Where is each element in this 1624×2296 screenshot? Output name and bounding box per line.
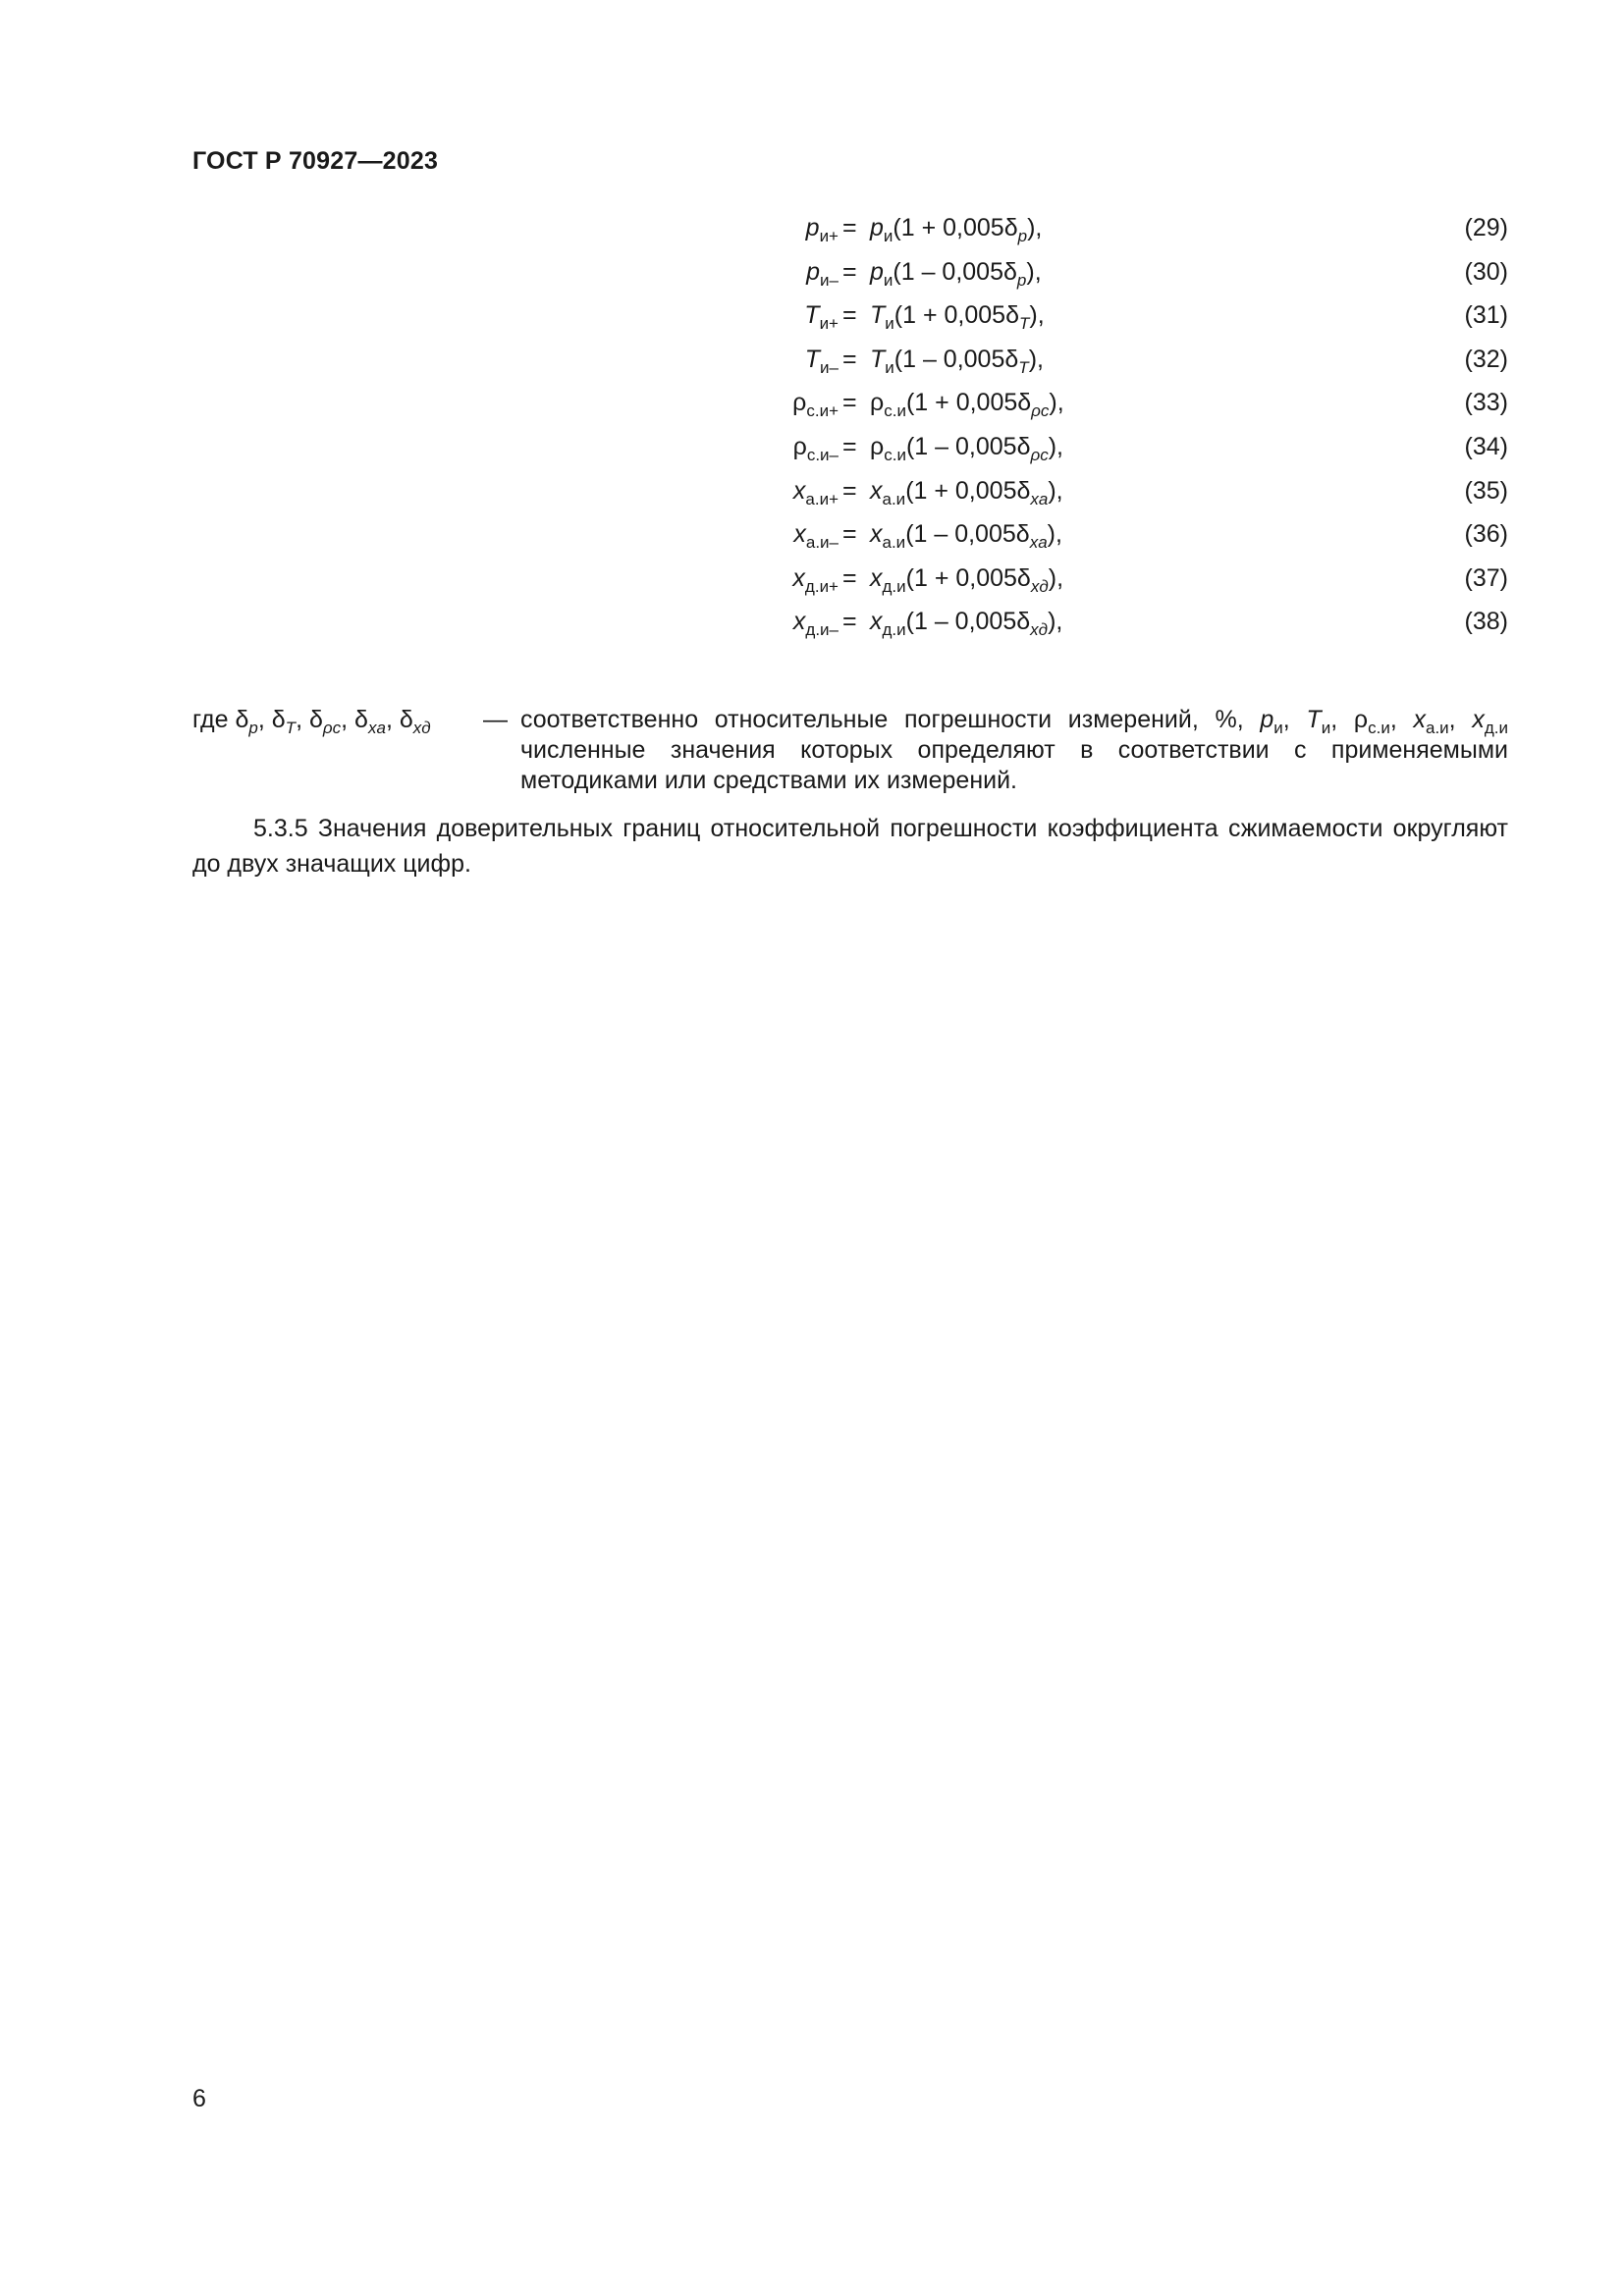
- formula-rhs: [870, 477, 1063, 506]
- document-header: ГОСТ Р 70927—2023: [192, 147, 439, 175]
- formula-rhs-subscript: с.и: [884, 446, 906, 464]
- formula-close: ),: [1026, 257, 1042, 286]
- formula-number: (34): [1464, 433, 1508, 460]
- formula-number: (38): [1464, 608, 1508, 636]
- formula-row: [0, 564, 1624, 608]
- formula-delta-subscript: [1017, 271, 1026, 290]
- formula-rhs-subscript: и: [883, 270, 893, 290]
- explanation-variable: x: [1413, 706, 1426, 733]
- formula-row: [0, 346, 1624, 389]
- where-lead: где: [192, 706, 229, 733]
- formula-delta-subscript: [1030, 490, 1048, 508]
- explanation-variable: ρ: [1353, 706, 1369, 733]
- formula-rhs-subscript: а.и: [882, 533, 906, 553]
- formula-equals: =: [842, 520, 857, 549]
- formula-equals: =: [842, 433, 857, 460]
- formula-rhs-subscript: а.и: [882, 489, 906, 508]
- formula-delta-subscript-text: p: [1017, 227, 1028, 245]
- formula-delta: δ: [1015, 520, 1030, 549]
- formula-lhs: [792, 389, 839, 421]
- formula-rhs-variable: x: [870, 608, 883, 636]
- formula-number: (31): [1464, 301, 1508, 330]
- formula-rhs: [870, 257, 1042, 290]
- formula-number: (30): [1464, 257, 1508, 286]
- formula-lhs: [804, 301, 839, 334]
- formula-rhs-subscript: и: [883, 227, 893, 245]
- formula-row: [0, 477, 1624, 520]
- formula-variable: p: [805, 214, 820, 241]
- explanation-variable-subscript: с.и: [1368, 719, 1390, 737]
- formula-equals: =: [842, 563, 857, 592]
- formula-delta-subscript: [1019, 314, 1029, 333]
- formula-row: [0, 608, 1624, 651]
- formula-delta-subscript: [1031, 401, 1049, 420]
- formula-rhs-variable: p: [870, 214, 884, 241]
- delta-subscript-text: xд: [412, 719, 431, 737]
- formula-close: ),: [1047, 520, 1062, 549]
- formula-rhs-variable: T: [870, 301, 886, 330]
- clause-5-3-5: 5.3.5 Значения доверительных границ относительной погрешности коэффициента сжимаемости округляют до двух значащих цифр.: [192, 815, 1508, 878]
- delta-symbol: δ: [354, 706, 368, 733]
- formula-expression: (1 – 0,005: [905, 520, 1016, 549]
- explanation-variable-subscript: и: [1273, 719, 1283, 737]
- delta-symbol: δ: [399, 706, 413, 733]
- formula-delta-subscript-text: xд: [1030, 620, 1049, 640]
- formula-variable: ρ: [792, 389, 807, 417]
- formula-row: [0, 258, 1624, 301]
- delta-subscript-text: ρc: [322, 719, 342, 737]
- explanation-variable-subscript: и: [1321, 719, 1331, 737]
- formula-close: ),: [1048, 476, 1063, 505]
- formula-variable: T: [804, 301, 820, 330]
- formula-equals: =: [842, 257, 857, 286]
- formula-variable: x: [792, 608, 806, 636]
- formula-close: ),: [1029, 301, 1045, 330]
- explanation-end: численные значения которых определяют в соответствии с применяемыми методиками или средствами их измерений.: [520, 736, 1508, 794]
- formula-row: [0, 301, 1624, 345]
- formula-row: [0, 520, 1624, 563]
- formula-delta-subscript-text: xд: [1030, 576, 1049, 596]
- formula-rhs-variable: ρ: [870, 389, 885, 417]
- formula-expression: (1 – 0,005: [905, 433, 1017, 460]
- formula-delta: δ: [1004, 345, 1019, 373]
- formula-delta: δ: [1003, 214, 1018, 241]
- delta-symbol: δ: [235, 706, 249, 733]
- delta-subscript-text: xa: [367, 719, 386, 737]
- formula-equals: =: [842, 214, 857, 241]
- formula-rhs-variable: ρ: [870, 433, 885, 460]
- formula-close: ),: [1028, 345, 1044, 373]
- formula-rhs-subscript: д.и: [882, 620, 906, 640]
- formula-delta-subscript: [1030, 620, 1048, 639]
- formula-rhs-subscript: д.и: [882, 576, 906, 596]
- formula-number: (29): [1464, 214, 1508, 241]
- formula-rhs-variable: T: [870, 345, 886, 373]
- where-dash: —: [483, 706, 508, 733]
- formula-lhs: [805, 214, 839, 245]
- formula-lhs: [804, 345, 839, 377]
- formula-rhs: [870, 301, 1045, 334]
- formula-close: ),: [1048, 563, 1064, 592]
- explanation-variable: T: [1306, 706, 1322, 733]
- formula-delta-subscript: [1030, 446, 1048, 464]
- formula-number: (35): [1464, 476, 1508, 505]
- formula-lhs: [792, 608, 839, 640]
- formula-delta-subscript: [1018, 227, 1027, 245]
- formula-expression: (1 – 0,005: [893, 257, 1003, 286]
- formula-row: [0, 389, 1624, 432]
- formula-row: [0, 433, 1624, 476]
- formula-delta-subscript-text: xa: [1030, 489, 1049, 508]
- formula-delta-subscript-text: T: [1018, 314, 1030, 334]
- formula-rhs-subscript: и: [885, 314, 894, 334]
- formula-variable-subscript: и+: [819, 314, 839, 334]
- formula-variable-subscript: а.и–: [805, 533, 839, 553]
- formula-number: (36): [1464, 520, 1508, 549]
- formula-variable: x: [793, 520, 806, 549]
- formula-equals: =: [842, 345, 857, 373]
- delta-subscript: [413, 719, 431, 737]
- formula-delta: δ: [1017, 389, 1032, 417]
- formula-variable-subscript: с.и+: [806, 401, 839, 421]
- explanation-variable-subscript: д.и: [1484, 719, 1508, 737]
- formula-number: (33): [1464, 389, 1508, 417]
- formula-equals: =: [842, 301, 857, 330]
- formula-equals: =: [842, 389, 857, 417]
- explanation-variable: x: [1472, 706, 1485, 733]
- formula-expression: (1 + 0,005: [905, 389, 1018, 417]
- formula-variable-subscript: и+: [819, 227, 839, 245]
- formula-expression: (1 + 0,005: [905, 476, 1017, 505]
- formula-lhs: [806, 257, 839, 290]
- formula-number: (37): [1464, 563, 1508, 592]
- formula-variable-subscript: и–: [820, 270, 839, 290]
- delta-symbol: δ: [308, 706, 323, 733]
- delta-subscript-text: T: [285, 719, 297, 737]
- formula-expression: (1 + 0,005: [893, 301, 1006, 330]
- formula-variable: x: [792, 563, 805, 592]
- formula-delta: δ: [1003, 257, 1017, 286]
- formula-close: ),: [1049, 389, 1064, 417]
- delta-subscript: [368, 719, 386, 737]
- formula-rhs: [870, 345, 1044, 377]
- page-number: 6: [192, 2085, 206, 2112]
- formula-delta-subscript-text: p: [1016, 270, 1027, 290]
- formula-rhs: [870, 214, 1043, 245]
- delta-symbol: δ: [271, 706, 286, 733]
- formula-rhs: [870, 433, 1064, 464]
- formula-delta: δ: [1005, 301, 1019, 330]
- formula-lhs: [793, 520, 839, 553]
- formula-delta: δ: [1016, 563, 1031, 592]
- explanation-variable-subscript: а.и: [1425, 719, 1449, 737]
- formula-delta-subscript-text: xa: [1029, 533, 1048, 553]
- where-explanation: соответственно относительные погрешности измерений, %, $p_и$, $T_и$, $\rho_{с.и}$, $x_{а.и}$, $x_{д.и}$ численные значения которых определяют в соответствии с применяемыми методиками или средствами их измерений.: [520, 706, 1508, 794]
- formula-variable-subscript: д.и+: [804, 576, 839, 596]
- formula-variable: ρ: [792, 433, 807, 460]
- formula-rhs-variable: p: [870, 257, 884, 286]
- formula-row: [0, 214, 1624, 257]
- formula-rhs-variable: x: [870, 563, 883, 592]
- formula-rhs-variable: x: [870, 520, 883, 549]
- delta-subscript-text: p: [248, 719, 258, 737]
- formula-rhs: [870, 563, 1064, 596]
- delta-subscript: [323, 719, 341, 737]
- formula-variable: p: [806, 257, 821, 286]
- delta-subscript: [248, 719, 257, 737]
- formula-lhs: [792, 563, 839, 596]
- formula-delta-subscript: [1031, 577, 1049, 596]
- formula-variable-subscript: д.и–: [805, 620, 839, 640]
- formula-close: ),: [1027, 214, 1043, 241]
- formula-expression: (1 + 0,005: [893, 214, 1004, 241]
- formula-expression: (1 – 0,005: [905, 608, 1017, 636]
- explanation-variable: p: [1260, 706, 1274, 733]
- formula-delta-subscript-text: ρс: [1031, 401, 1050, 421]
- explanation-start: соответственно относительные погрешности измерений, %,: [520, 706, 1244, 733]
- formula-delta: δ: [1016, 476, 1031, 505]
- formula-rhs-subscript: и: [885, 357, 894, 377]
- formula-variable: x: [792, 476, 806, 505]
- formula-rhs: [870, 389, 1064, 421]
- formula-variable-subscript: с.и–: [806, 446, 839, 464]
- formula-equals: =: [842, 476, 857, 505]
- formula-delta: δ: [1016, 433, 1031, 460]
- formula-delta-subscript-text: T: [1018, 357, 1029, 377]
- formula-close: ),: [1048, 433, 1064, 460]
- formula-rhs-subscript: с.и: [884, 401, 906, 421]
- formula-rhs: [870, 608, 1063, 640]
- formula-delta-subscript-text: ρс: [1030, 446, 1049, 464]
- formula-expression: (1 + 0,005: [905, 563, 1017, 592]
- formula-close: ),: [1048, 608, 1063, 636]
- delta-subscript: [286, 719, 296, 737]
- formula-lhs: [792, 433, 839, 464]
- where-terms: где $\delta_p$, $\delta_T$, $\delta_{\rho c}$, $\delta_{xa}$, $\delta_{xд}$: [192, 706, 431, 737]
- formula-number: (32): [1464, 345, 1508, 373]
- formula-variable: T: [804, 345, 821, 373]
- formula-delta-subscript: [1030, 533, 1048, 552]
- formula-rhs-variable: x: [870, 476, 883, 505]
- formula-variable-subscript: а.и+: [805, 489, 839, 508]
- formula-delta: δ: [1016, 608, 1031, 636]
- formula-lhs: [793, 477, 839, 506]
- formula-rhs: [870, 520, 1062, 553]
- formula-expression: (1 – 0,005: [893, 345, 1005, 373]
- formula-delta-subscript: [1018, 358, 1028, 377]
- formula-variable-subscript: и–: [820, 357, 839, 377]
- formula-equals: =: [842, 608, 857, 636]
